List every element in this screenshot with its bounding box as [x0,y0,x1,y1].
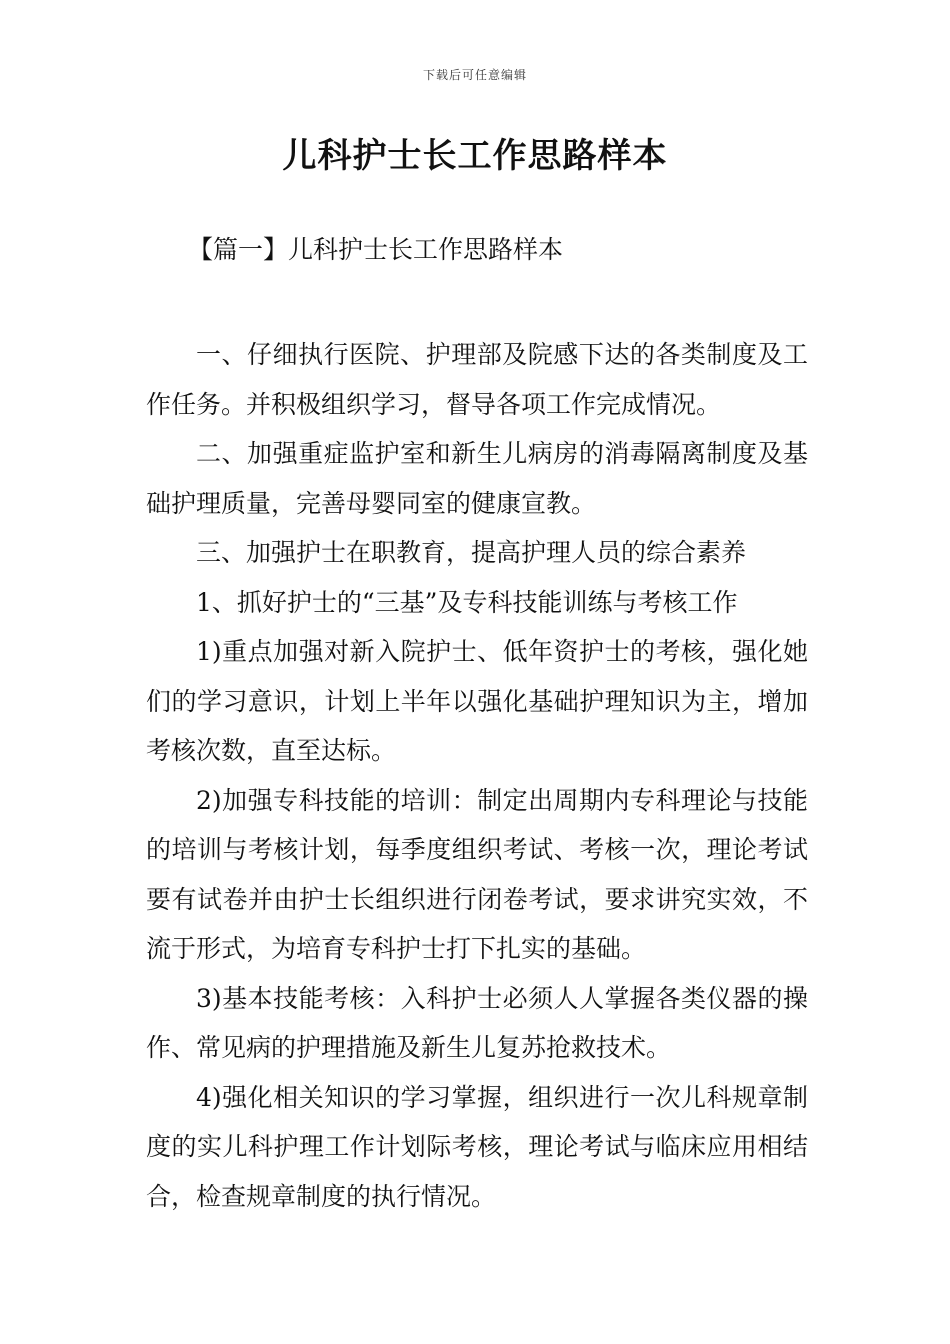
section-heading: 【篇一】儿科护士长工作思路样本 [188,235,564,264]
document-body [146,330,808,1221]
paragraph-2: 二、加强重症监护室和新生儿病房的消毒隔离制度及基础护理质量，完善母婴同室的健康宣教。 [146,439,808,518]
document-title: 儿科护士长工作思路样本 [282,136,668,176]
paragraph-1: 一、仔细执行医院、护理部及院感下达的各类制度及工作任务。并积极组织学习，督导各项工作完成情况。 [146,340,808,419]
paragraph-7: 3)基本技能考核：入科护士必须人人掌握各类仪器的操作、常见病的护理措施及新生儿复苏抢救技术。 [146,983,808,1062]
paragraph-4: 1、抓好护士的“三基”及专科技能训练与考核工作 [196,587,738,617]
paragraph-5: 1)重点加强对新入院护士、低年资护士的考核，强化她们的学习意识，计划上半年以强化基础护理知识为主，增加考核次数，直至达标。 [146,637,808,765]
paragraph-8: 4)强化相关知识的学习掌握，组织进行一次儿科规章制度的实儿科护理工作计划际考核，理论考试与临床应用相结合，检查规章制度的执行情况。 [146,1082,808,1211]
paragraph-3: 三、加强护士在职教育，提高护理人员的综合素养 [196,538,747,567]
paragraph-6: 2)加强专科技能的培训：制定出周期内专科理论与技能的培训与考核计划，每季度组织考试、考核一次，理论考试要有试卷并由护士长组织进行闭卷考试，要求讲究实效，不流于形式，为培育专科护士打下扎实的基础。 [146,785,808,963]
header-note: 下载后可任意编辑 [422,68,527,82]
